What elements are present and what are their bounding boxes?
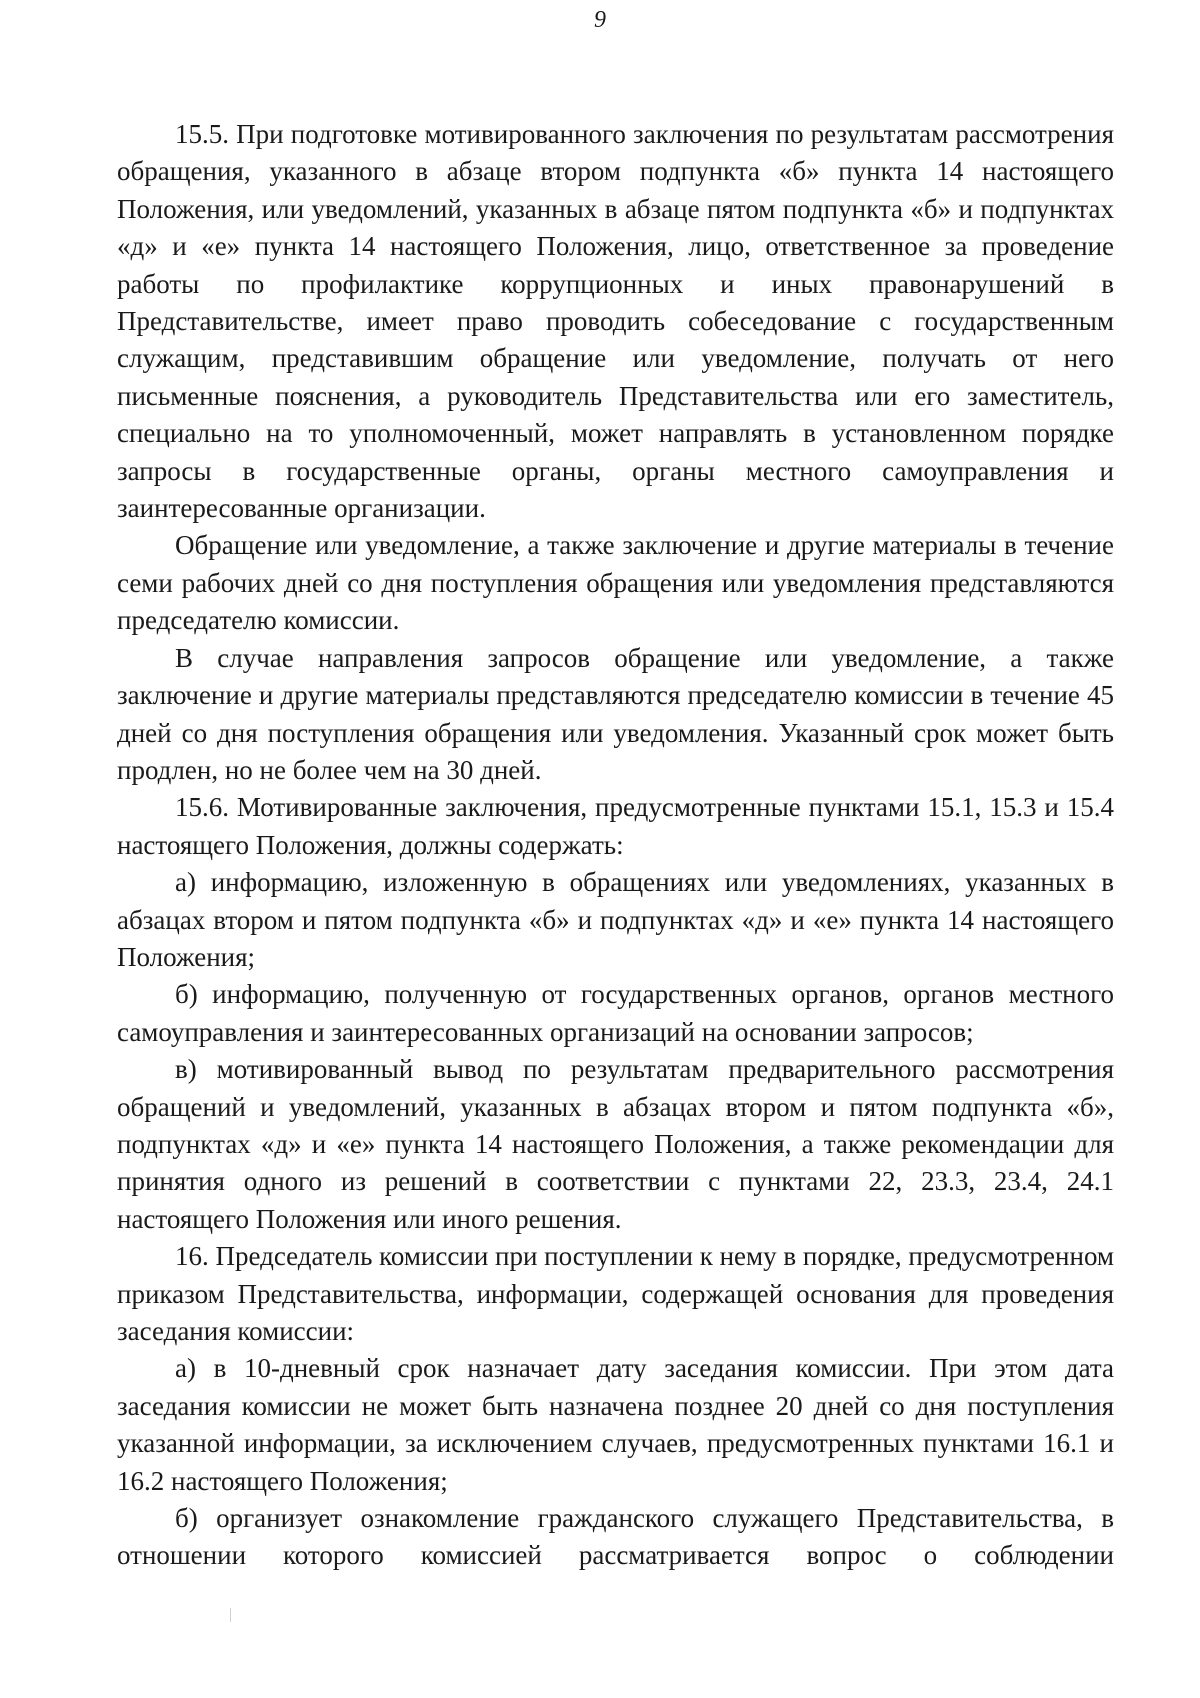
list-item-15-6-b: б) информацию, полученную от государственных органов, органов местного самоуправления и заинтересованных организаций на основании запросов; — [117, 979, 1114, 1047]
paragraph-16: 16. Председатель комиссии при поступлении к нему в порядке, предусмотренном приказом Представительства, информации, содержащей основания для проведения заседания комиссии: — [117, 1241, 1115, 1346]
list-item-15-6-v: в) мотивированный вывод по результатам предварительного рассмотрения обращений и уведомлений, указанных в абзацах втором и пятом подпункта «б», подпунктах «д» и «е» пункта 14 настоящего Положения, а также рекомендации для принятия одного из решений в соответствии с пунктами 22, 23.3, 23.4, 24.1 настоящего Положения или иного решения. — [117, 1054, 1114, 1234]
list-item-16-b: б) организует ознакомление гражданского служащего Представительства, в отношении которого комиссией рассматривается вопрос о соблюдении — [117, 1503, 1114, 1571]
paragraph-submission-deadline: Обращение или уведомление, а также заключение и другие материалы в течение семи рабочих дней со дня поступления обращения или уведомления представляются председателю комиссии. — [117, 530, 1114, 636]
scan-artifact-mark — [230, 1608, 231, 1622]
document-body — [117, 116, 1114, 1575]
paragraph-request-deadline: В случае направления запросов обращение или уведомление, а также заключение и другие материалы представляются председателю комиссии в течение 45 дней со дня поступления обращения или уведомления. Указанный срок может быть продлен, но не более чем на 30 дней. — [117, 642, 1114, 785]
list-item-15-6-a: а) информацию, изложенную в обращениях или уведомлениях, указанных в абзацах втором и пятом подпункта «б» и подпунктах «д» и «е» пункта 14 настоящего Положения; — [117, 867, 1114, 972]
paragraph-15-6: 15.6. Мотивированные заключения, предусмотренные пунктами 15.1, 15.3 и 15.4 настоящего Положения, должны содержать: — [117, 792, 1114, 860]
paragraph-15-5: 15.5. При подготовке мотивированного заключения по результатам рассмотрения обращения, указанного в абзаце втором подпункта «б» пункта 14 настоящего Положения, или уведомлений, указанных в абзаце пятом подпункта «б» и подпунктах «д» и «е» пункта 14 настоящего Положения, лицо, ответственное за проведение работы по профилактике коррупционных и иных правонарушений в Представительстве, имеет право проводить собеседование с государственным служащим, представившим обращение или уведомление, получать от него письменные пояснения, а руководитель Представительства или его заместитель, специально на то уполномоченный, может направлять в установленном порядке запросы в государственные органы, органы местного самоуправления и заинтересованные организации. — [117, 119, 1114, 524]
list-item-16-a: а) в 10-дневный срок назначает дату заседания комиссии. При этом дата заседания комиссии не может быть назначена позднее 20 дней со дня поступления указанной информации, за исключением случаев, предусмотренных пунктами 16.1 и 16.2 настоящего Положения; — [117, 1353, 1114, 1496]
page-number: 9 — [594, 7, 606, 33]
